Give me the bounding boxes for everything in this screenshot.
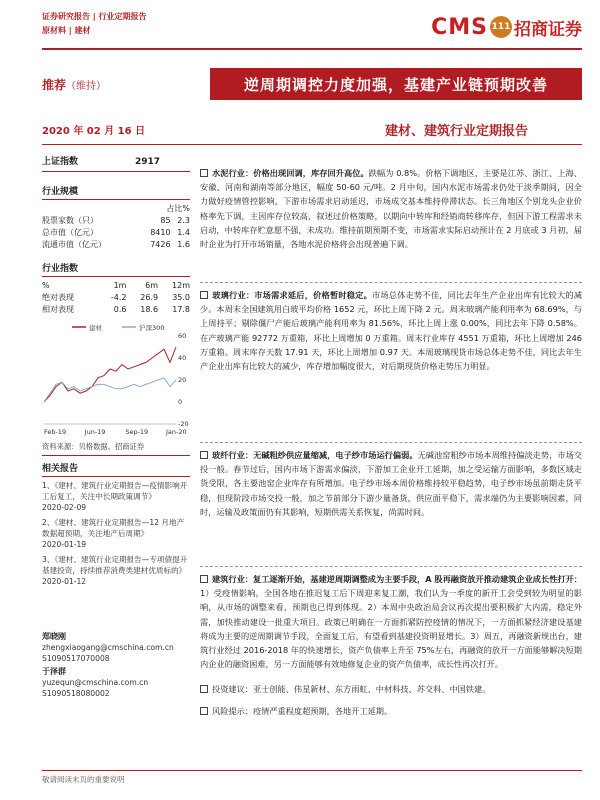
series-line xyxy=(44,347,176,402)
table-header-row xyxy=(42,280,190,292)
logo-cn-text: 招商证券 xyxy=(514,19,582,40)
y-tick-label: -20 xyxy=(178,420,189,428)
section-separator xyxy=(200,282,582,283)
section-heading: 水泥行业：价格出现回调，库存回升高位。 xyxy=(212,168,369,178)
perf-value: 0.6 xyxy=(113,305,127,314)
section-risk xyxy=(200,704,582,718)
report-category: 证券研究报告 | 行业定期报告 原材料 | 建材 xyxy=(42,10,147,38)
analyst-id: S1090517070008 xyxy=(42,654,110,663)
perf-value: 26.9 xyxy=(140,293,159,302)
related-report-date: 2020-01-12 xyxy=(42,577,87,586)
category-sector: 原材料 xyxy=(42,26,66,35)
category-subsector: 建材 xyxy=(74,26,91,35)
x-tick-label: Jun-19 xyxy=(84,428,106,436)
table-row xyxy=(42,304,190,316)
footer-note: 敬请阅读末页的重要说明 xyxy=(42,775,125,784)
section-separator xyxy=(200,442,582,443)
scale-label: 总市值（亿元） xyxy=(42,228,98,237)
x-tick-label: Jan-20 xyxy=(166,428,187,436)
bullet-icon xyxy=(200,291,208,299)
table-row xyxy=(42,227,190,239)
scale-pct: 1.4 xyxy=(177,228,190,237)
analyst-id: S1090518080002 xyxy=(42,689,110,698)
analyst-2 xyxy=(42,666,190,699)
main-body xyxy=(200,166,582,766)
legend-label: 沪深300 xyxy=(139,324,165,332)
related-heading: 相关报告 xyxy=(42,461,190,477)
logo-badge-icon: 111 xyxy=(490,16,512,38)
section-text: 跌幅为 0.8%。价格下调地区，主要是江苏、浙江、上海、安徽、河南和湖南等部分地区，幅度 50-60 元/吨。2 月中旬，国内水泥市场需求仍处于淡季期间，因全力做好疫情管控影响，下游市场需求启动延迟，市场成交基本维持停滞状态。长三角地区个别龙头企业价格率先下调，主因库存位较高，叙述过价格策略，以期向中转库和经销商转移库存，但因下游工程需求未启动，中转库存贮意愿不强，未成功。维持前期预期不变，市场需求实际启动预计在 2 月底或 3 月初，届时企业为打开市场销量，各地水泥价格将会出现普遍下调。 xyxy=(200,168,582,250)
section-text: 市场总体走势不佳，同比去年生产企业出库有比较大的减少。本周末全国建筑用白玻平均价格 1652 元，环比上周下降 2 元。周末玻璃产能利用率为 68.69%，与上周持平；剔除僵尸产能后玻璃产能利用率为 81.56%，环比上周上涨 0.00%，同比去年下降 0.58%。在产玻璃产能 92772 万重箱，环比上周增加 0 万重箱。周末行业库存 4551 万重箱，环比上周增加 246 万重箱。周末库存天数 17.91 天，环比上周增加 0.97 天。本周玻璃现货市场总体走势不佳，同比去年生产企业出库有比较大的减少，库存增加幅度很大，对后期现货价格走势压力明显。 xyxy=(200,290,582,372)
category-type: 行业定期报告 xyxy=(98,12,147,21)
perf-label: 绝对表现 xyxy=(42,293,74,302)
section-heading: 建筑行业：复工逐渐开始，基建逆周期调整成为主要手段，A 股再融资放开推动建筑企业成长性打开： xyxy=(212,574,582,584)
section-investment xyxy=(200,682,582,696)
analyst-email[interactable]: zhengxiaogang@cmschina.com.cn xyxy=(42,643,174,652)
index-label: 上证指数 xyxy=(42,157,79,167)
y-tick-label: 40 xyxy=(178,354,187,362)
x-tick-label: Feb-19 xyxy=(44,428,67,436)
performance-chart xyxy=(42,320,190,440)
perf-col: 1m xyxy=(113,281,127,290)
header-divider xyxy=(42,48,582,50)
scale-label: 流通市值（亿元） xyxy=(42,240,106,249)
bullet-icon xyxy=(200,169,208,177)
bullet-icon xyxy=(200,707,208,715)
left-sidebar xyxy=(42,156,190,699)
index-value: 2917 xyxy=(134,157,160,167)
related-report[interactable] xyxy=(42,480,190,513)
section-cement xyxy=(200,166,582,251)
index-row xyxy=(42,156,190,172)
perf-col: % xyxy=(42,281,50,290)
y-tick-label: 20 xyxy=(178,376,187,384)
analyst-name: 于泽群 xyxy=(42,667,66,676)
y-tick-label: 0 xyxy=(178,398,183,406)
scale-pct: 2.3 xyxy=(177,216,190,225)
title-divider xyxy=(42,144,582,145)
x-tick-label: Sep-19 xyxy=(125,428,149,436)
legend-label: 建材 xyxy=(89,324,102,332)
scale-value: 8410 xyxy=(150,228,171,237)
scale-unit-row xyxy=(42,203,190,215)
section-heading: 玻璃行业：市场需求延后，价格暂时稳定。 xyxy=(212,290,372,300)
scale-heading: 行业规模 xyxy=(42,184,190,200)
perf-value: 18.6 xyxy=(140,305,159,314)
logo-cms-text: CMS xyxy=(431,14,488,40)
section-construction xyxy=(200,572,582,671)
section-glass xyxy=(200,288,582,373)
scale-pct: 1.6 xyxy=(177,240,190,249)
perf-heading: 行业指数 xyxy=(42,261,190,277)
report-title: 建材、建筑行业定期报告 xyxy=(384,124,528,139)
perf-table xyxy=(42,280,190,316)
analyst-name: 郑晓刚 xyxy=(42,632,66,641)
related-report-title: 2、《建材、建筑行业定期报告—12 月地产数据超预期，关注地产后周期》 xyxy=(42,518,185,538)
section-text: 1）受疫情影响，全国各地在推迟复工后下周迎来复工潮，我们认为一季度的新开工会受到较为明显的影响，从市场的调整来看，预期也已得到体现。2）本周中央政治局会议再次提出要积极扩大内需，稳定外需，加快推动建设一批重大项目。政策已明确在一方面抓紧防控疫情的情况下，一方面抓紧经济建设基建将成为主要的逆周期调节手段，全面复工后，有望看到基建投资明显增长。3）周五，再融资新规出台，建筑行业经过 2016-2018 年的快速增长，资产负债率上升至 75%左右，再融资的放开一方面能够解决短期内企业的融资困难，另一方面能够有效地修复企业的资产负债率，成长性再次打开。 xyxy=(200,588,582,670)
perf-col: 12m xyxy=(172,281,190,290)
scale-unit: 占比% xyxy=(166,204,190,213)
bullet-icon xyxy=(200,685,208,693)
analyst-email[interactable]: yuzequn@cmschina.com.cn xyxy=(42,678,149,687)
section-separator xyxy=(200,566,582,567)
related-report[interactable] xyxy=(42,554,190,587)
section-text: 风险提示：疫情严重程度超预期，各地开工延期。 xyxy=(212,706,393,716)
section-fiberglass xyxy=(200,448,582,519)
scale-table xyxy=(42,215,190,251)
table-row xyxy=(42,215,190,227)
related-report[interactable] xyxy=(42,517,190,550)
y-tick-label: 60 xyxy=(178,332,187,340)
related-report-date: 2020-02-09 xyxy=(42,503,87,512)
perf-label: 相对表现 xyxy=(42,305,74,314)
perf-value: -4.2 xyxy=(110,293,127,302)
chart-source: 资料来源：贝格数据、招商证券 xyxy=(42,442,190,456)
section-text: 投资建议：亚士创能、伟星新材、东方雨虹、中材科技、苏交科、中国铁建。 xyxy=(212,684,491,694)
scale-label: 股票家数（只） xyxy=(42,216,98,225)
related-report-date: 2020-01-19 xyxy=(42,540,87,549)
footer-divider xyxy=(42,770,582,771)
perf-value: 35.0 xyxy=(172,293,190,302)
table-row xyxy=(42,292,190,304)
company-logo xyxy=(431,14,582,40)
section-heading: 玻纤行业：无碱粗纱供应量缩减，电子纱市场运行偏弱。 xyxy=(212,450,418,460)
rating-sub: （维持） xyxy=(66,81,107,92)
related-report-title: 1、《建材、建筑行业定期报告—疫情影响开工后复工，关注中长期政策调节》 xyxy=(42,481,188,501)
section-text: 无碱池窑粗纱市场本周维持偏淡走势，市场交投一般。春节过后，国内市场下游需求偏淡，下游加工企业开工延期，加之受运输方面影响，多数区域走货受限，各主要池窑企业库存有所增加。电子纱市场本周价格维持较平稳趋势，电子纱市场虽前期走货平稳，但现阶段市场交投一般，加之节前部分下游少量备货，供应面平稳下，需求端仍为主要影响因素，同时，运输及政策面仍有其影响，短期供需关系恢复，尚需时间。 xyxy=(200,450,582,517)
rating-label: 推荐 xyxy=(42,78,67,92)
bullet-icon xyxy=(200,451,208,459)
perf-value: 17.8 xyxy=(172,305,190,314)
series-line xyxy=(44,378,176,402)
category-research: 证券研究报告 xyxy=(42,12,90,21)
analyst-1 xyxy=(42,631,190,664)
scale-value: 7426 xyxy=(150,240,171,249)
scale-value: 85 xyxy=(160,216,171,225)
bullet-icon xyxy=(200,575,208,583)
perf-col: 6m xyxy=(145,281,159,290)
related-report-title: 3、《建材、建筑行业定期报告—专项债提升基建投资，持续推荐消费类建材优质标的》 xyxy=(42,555,188,575)
headline-banner: 逆周期调控力度加强，基建产业链预期改善 xyxy=(210,68,582,100)
rating xyxy=(42,76,106,93)
table-row xyxy=(42,239,190,251)
report-date: 2020 年 02 月 16 日 xyxy=(42,126,146,137)
